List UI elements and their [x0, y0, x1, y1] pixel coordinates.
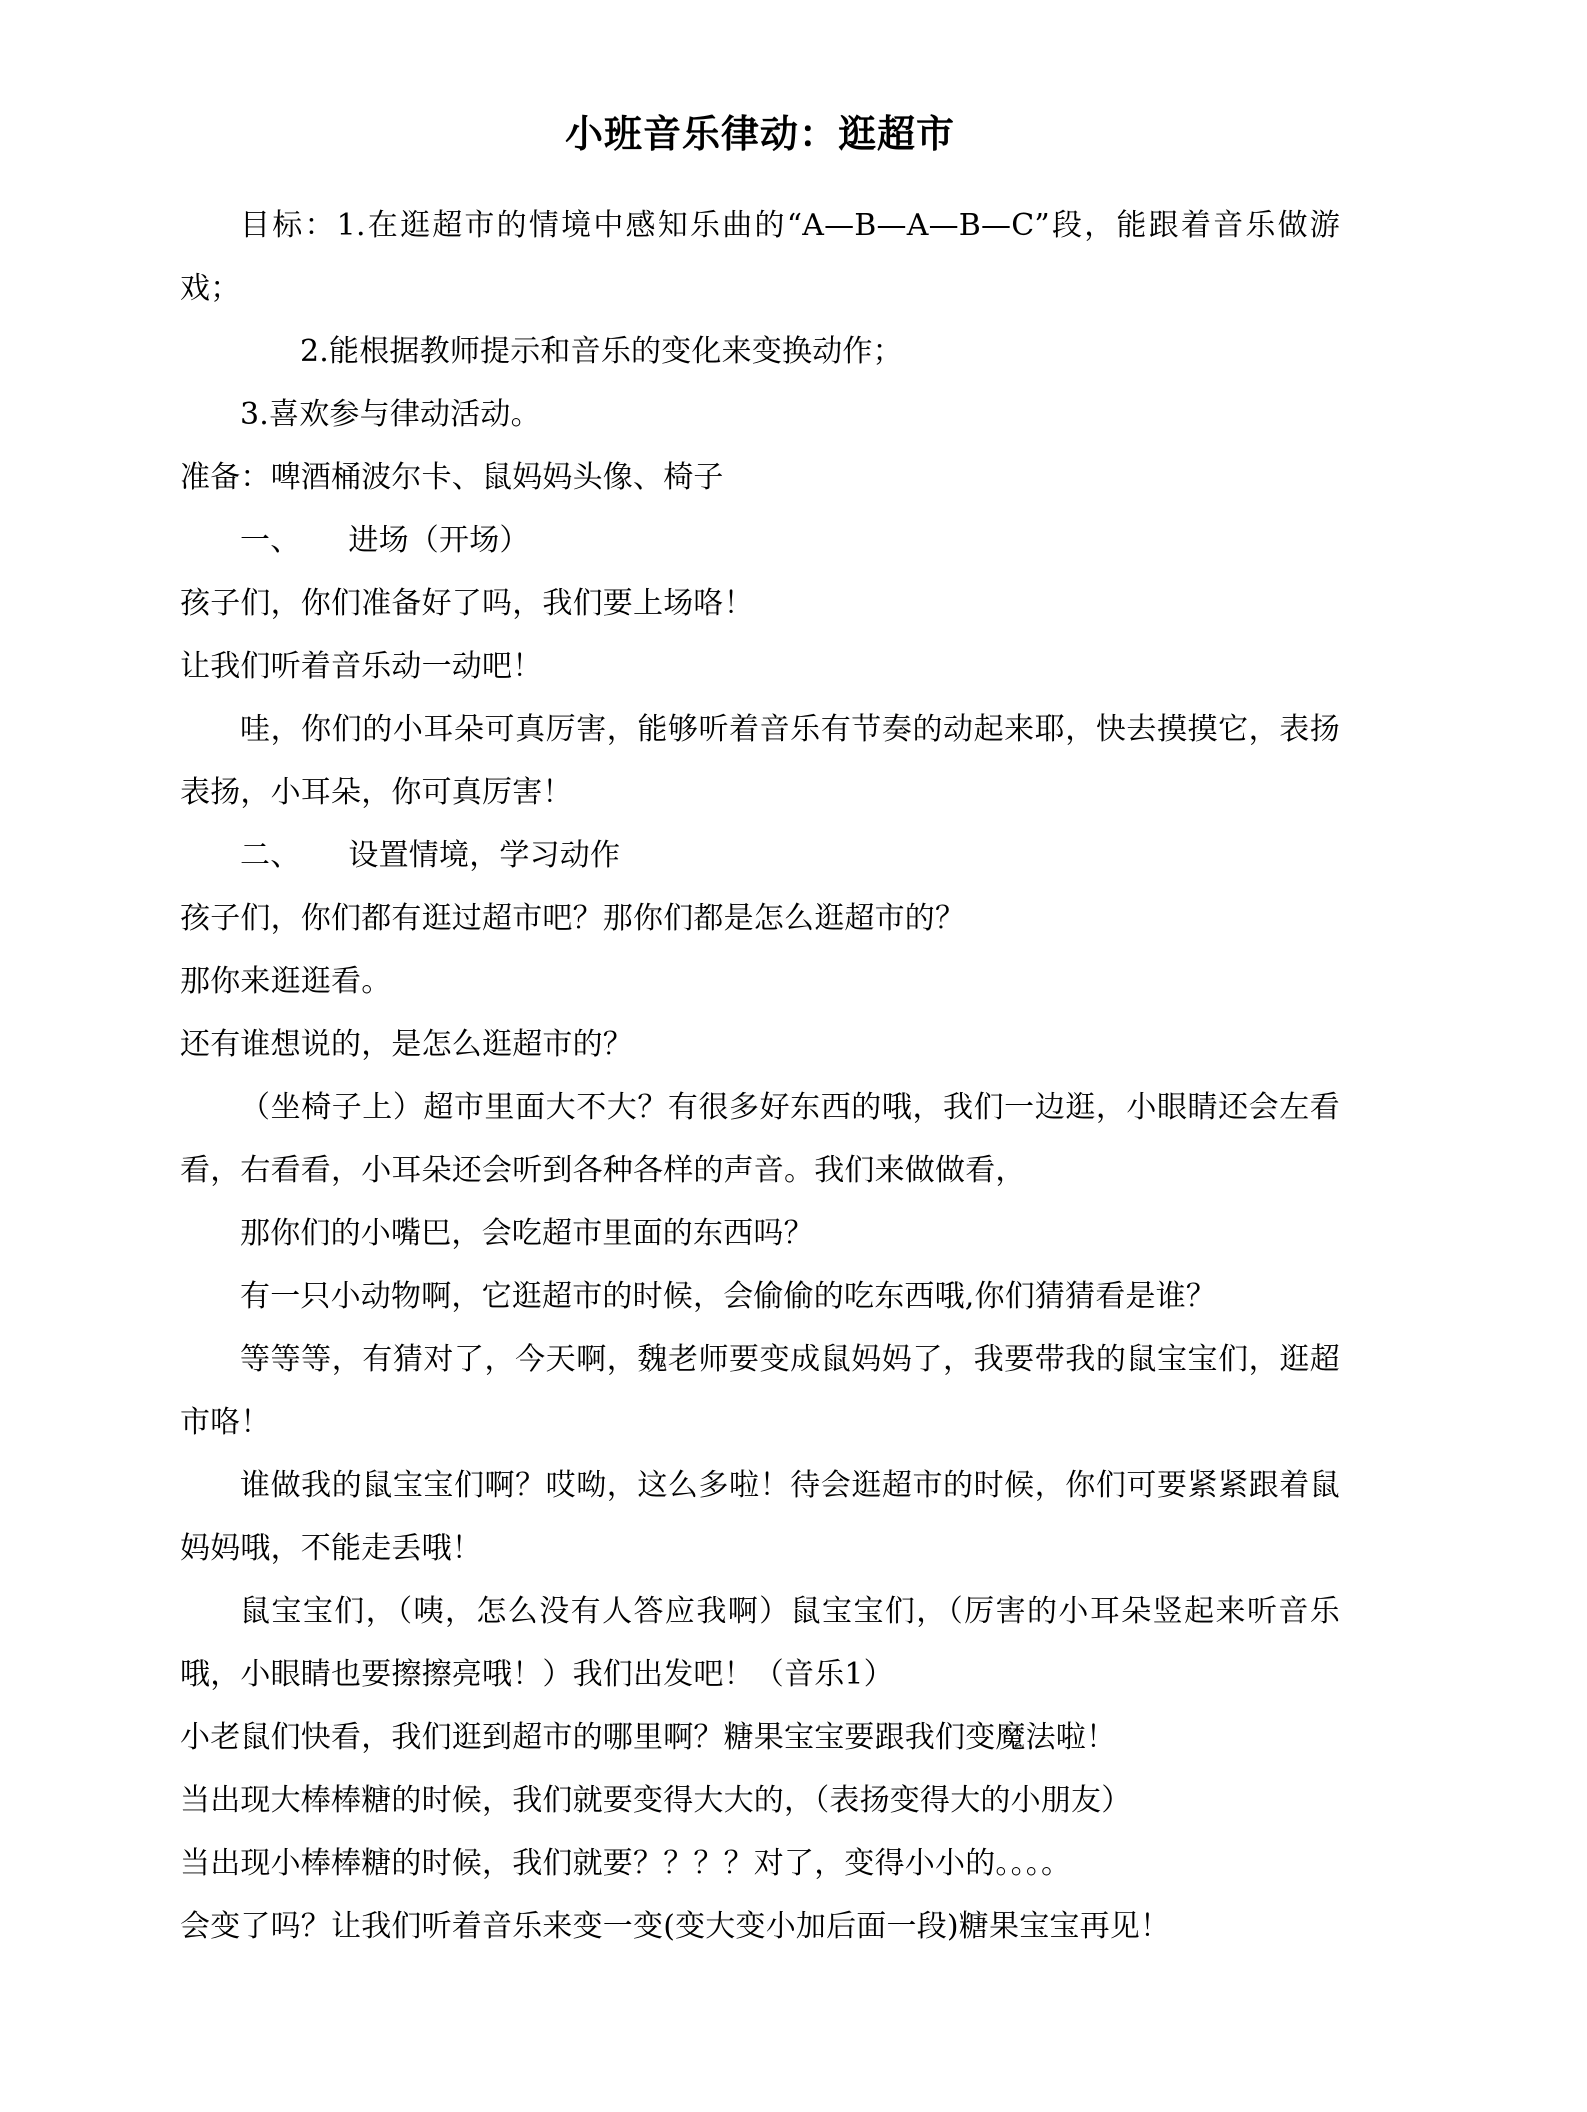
paragraph-line-sit-chair: （坐椅子上）超市里面大不大？有很多好东西的哦，我们一边逛，小眼睛还会左看看，右看看，小耳朵还会听到各种各样的声音。我们来做做看， — [180, 1089, 1340, 1188]
paragraph-line-who-baby: 谁做我的鼠宝宝们啊？哎呦，这么多啦！待会逛超市的时候，你们可要紧紧跟着鼠妈妈哦，不能走丢哦！ — [180, 1467, 1340, 1566]
paragraph-line-been-market: 孩子们，你们都有逛过超市吧？那你们都是怎么逛超市的？ — [180, 900, 966, 936]
section-label: 进场（开场） — [348, 522, 530, 558]
paragraph-line-candy: 小老鼠们快看，我们逛到超市的哪里啊？糖果宝宝要跟我们变魔法啦！ — [180, 1719, 1117, 1755]
paragraph-line-who-else: 还有谁想说的，是怎么逛超市的？ — [180, 1026, 633, 1062]
document-body — [180, 194, 1340, 1958]
paragraph-goals-1: 目标：1.在逛超市的情境中感知乐曲的“A—B—A—B—C”段，能跟着音乐做游戏； — [180, 207, 1340, 306]
section-marker: 二、 — [240, 837, 301, 873]
paragraph-line-listen: 让我们听着音乐动一动吧！ — [180, 648, 543, 684]
paragraph-line-ready: 孩子们，你们准备好了吗，我们要上场咯！ — [180, 585, 754, 621]
paragraph-line-come-look: 那你来逛逛看。 — [180, 963, 392, 999]
paragraph-section-2 — [180, 824, 1340, 887]
page-title: 小班音乐律动：逛超市 — [564, 111, 955, 156]
paragraph-line-big-lollipop: 当出现大棒棒糖的时候，我们就要变得大大的，（表扬变得大的小朋友） — [180, 1782, 1132, 1818]
section-label: 设置情境，学习动作 — [348, 837, 621, 873]
paragraph-line-teacher-mouse: 等等等，有猜对了，今天啊，魏老师要变成鼠妈妈了，我要带我的鼠宝宝们，逛超市咯！ — [180, 1341, 1340, 1440]
document-content — [180, 0, 1340, 1958]
paragraph-line-babies-call: 鼠宝宝们，（咦，怎么没有人答应我啊）鼠宝宝们，（厉害的小耳朵竖起来听音乐哦，小眼睛也要擦擦亮哦！）我们出发吧！（音乐1） — [180, 1593, 1340, 1692]
paragraph-line-can-change: 会变了吗？让我们听着音乐来变一变(变大变小加后面一段)糖果宝宝再见！ — [180, 1908, 1171, 1944]
section-marker: 一、 — [240, 522, 301, 558]
paragraph-line-mouth: 那你们的小嘴巴，会吃超市里面的东西吗？ — [240, 1215, 814, 1251]
paragraph-line-small-lollipop: 当出现小棒棒糖的时候，我们就要？？？？对了，变得小小的。。。。 — [180, 1845, 1072, 1881]
paragraph-line-animal: 有一只小动物啊，它逛超市的时候，会偷偷的吃东西哦,你们猜猜看是谁？ — [240, 1278, 1217, 1314]
paragraph-goals-2: 2.能根据教师提示和音乐的变化来变换动作； — [300, 333, 903, 369]
paragraph-goals-3: 3.喜欢参与律动活动。 — [240, 396, 541, 432]
paragraph-line-ears: 哇，你们的小耳朵可真厉害，能够听着音乐有节奏的动起来耶，快去摸摸它，表扬表扬，小耳朵，你可真厉害！ — [180, 711, 1340, 810]
paragraph-section-1 — [180, 509, 1340, 572]
paragraph-preparation: 准备：啤酒桶波尔卡、鼠妈妈头像、椅子 — [180, 459, 724, 495]
